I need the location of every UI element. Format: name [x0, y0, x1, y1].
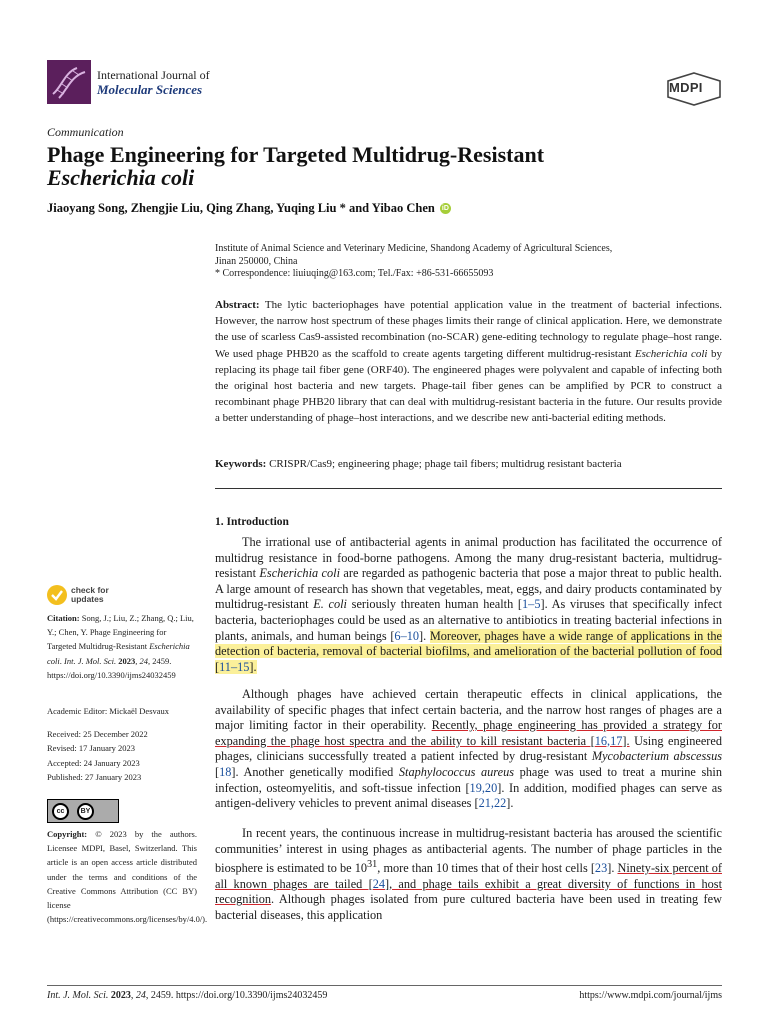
p1-text: are regarded as pathogenic bacteria that pose a major threat to public health. A large amount of research has shown that vegetables, meat, eggs, and dairy products contaminated by multidrug-resistant [215, 566, 723, 612]
p3-text: , more than 10 times that of their host cells [ [377, 861, 595, 876]
check-for-updates-label [71, 586, 109, 604]
keywords [215, 456, 722, 472]
p3-text: ]. [607, 861, 618, 876]
exponent: 31 [367, 859, 378, 871]
check-line1: check for [71, 585, 109, 595]
journal-name-line1: International Journal of [97, 68, 210, 82]
footer-year: 2023 [110, 990, 131, 1001]
abstract [215, 297, 722, 427]
footer-divider [47, 985, 722, 986]
citation-block [47, 611, 197, 682]
p2-italic: Staphylococcus aureus [398, 764, 515, 779]
p1-text: The irrational use of antibacterial agents in animal production has facilitated the occurrence of multidrug resistance in food-borne pathogens. Among the many drug-resistant bacteria, multidrug-resistant [215, 535, 722, 581]
affiliation-line1: Institute of Animal Science and Veterinary Medicine, Shandong Academy of Agricultural Sciences, [215, 243, 613, 254]
journal-name-line2: Molecular Sciences [97, 82, 203, 97]
orcid-icon[interactable]: iD [441, 205, 449, 212]
citation-volume: 24 [139, 655, 149, 666]
reference-link[interactable]: 23 [594, 861, 608, 876]
check-for-updates-icon [47, 585, 67, 605]
correspondence-line: * Correspondence: liuiuqing@163.com; Tel./Fax: +86-531-66655093 [215, 268, 494, 279]
citation-label: Citation: [47, 613, 80, 623]
copyright-text: © 2023 by the authors. Licensee MDPI, Basel, Switzerland. This article is an open access article distributed under the terms and conditions of the Creative Commons Attribution (CC BY) license (https://creativecommons.org/licenses/by/4.0/). [47, 829, 208, 925]
p2-text: Using engineered phages, clinicians successfully treated a patient infected by drug-resistant [215, 733, 722, 764]
reference-link[interactable]: 21,22 [478, 796, 507, 811]
keywords-text: CRISPR/Cas9; engineering phage; phage tail fibers; multidrug resistant bacteria [266, 458, 622, 470]
author-list [47, 201, 451, 216]
intro-paragraph-3 [215, 826, 722, 924]
check-line2: updates [71, 594, 104, 604]
p2-text: ]. [506, 796, 514, 811]
underline-content: Ninety-six percent of all known phages are tailed [ [215, 861, 722, 891]
reference-link[interactable]: 11–15 [219, 659, 250, 674]
p2-text: [ [215, 764, 220, 779]
section-divider [215, 488, 722, 489]
cc-icon: cc [52, 803, 69, 820]
underline-content: Recently, phage engineering has provided a strategy for expanding the phage host spectra and the ability to kill resistant bacteria [ [215, 718, 722, 748]
citation-text: , [135, 655, 140, 666]
reference-link[interactable]: 6–10 [394, 628, 420, 643]
reference-link[interactable]: 19,20 [469, 780, 498, 795]
citation-text: Song, J.; Liu, Z.; Zhang, Q.; Liu, Y.; Chen, Y. Phage Engineering for Targeted Multidrug-Resistant [47, 613, 194, 652]
article-title-line1: Phage Engineering for Targeted Multidrug-Resistant [47, 142, 545, 167]
footer-volume: 24 [135, 990, 146, 1001]
date-received: Received: 25 December 2022 [47, 729, 148, 739]
p1-italic: E. coli [313, 597, 347, 612]
date-published: Published: 27 January 2023 [47, 772, 142, 782]
p2-text: phage was used to treat a murine shin infection, osteomyelitis, and soft-tissue infection [ [215, 764, 722, 795]
abstract-text-cont: by replacing its phage tail fiber gene (ORF40). The engineered phages were polyvalent and capable of infecting both the original host bacteria and new targets. Phage-tail fiber genes can be amplified by PCR to construct a recombinant phage PHB20 library that can deal with multidrug-resistant bacteria in the future. Our results provide a better understanding of phage–host interactions, and we describe new anti-bacterial editing methods. [215, 347, 722, 425]
footer-doi[interactable]: , 2459. https://doi.org/10.3390/ijms24032459 [145, 990, 328, 1001]
highlight-content: Moreover, phages have a wide range of applications in the detection of bacteria, removal of bacterial biofilms, and amelioration of the bacterial pollution of food [ [215, 628, 722, 674]
copyright-label: Copyright: [47, 829, 88, 839]
article-type: Communication [47, 125, 124, 139]
p2-italic: Mycobacterium abscessus [591, 749, 722, 764]
citation-text: . [59, 655, 64, 666]
footer-journal: Int. J. Mol. Sci. [47, 990, 109, 1001]
abstract-italic: Escherichia coli [634, 347, 708, 360]
authors-text: Jiaoyang Song, Zhengjie Liu, Qing Zhang, Yuqing Liu * and Yibao Chen [47, 201, 435, 215]
date-revised: Revised: 17 January 2023 [47, 743, 136, 753]
underline-end: ], and phage tails exhibit a great diversity of functions in host recognition [215, 876, 723, 907]
abstract-label: Abstract: [215, 299, 260, 311]
date-accepted: Accepted: 24 January 2023 [47, 758, 140, 768]
p1-italic: Escherichia coli [259, 566, 340, 581]
cc-by-license-icon[interactable] [47, 799, 119, 823]
section-heading: 1. Introduction [215, 516, 289, 528]
footer-journal-url[interactable]: https://www.mdpi.com/journal/ijms [579, 990, 722, 1001]
p3-text: In recent years, the continuous increase in multidrug-resistant bacteria has aroused the scientific communities’ interest in using phages as antibacterial agents. The number of phage particles in the biosphere is estimated to be 10 [215, 826, 722, 876]
reference-link[interactable]: 18 [219, 764, 232, 779]
keywords-label: Keywords: [215, 458, 267, 470]
p3-text: . Although phages isolated from pure cultured bacteria have been used in treating few bacterial diseases, this application [215, 892, 722, 923]
intro-paragraph-2 [215, 687, 722, 812]
publisher-name: MDPI [669, 80, 703, 95]
footer-citation: Int. J. Mol. Sci. 2023, 24, 2459. https://doi.org/10.3390/ijms24032459 [47, 990, 328, 1001]
academic-editor: Academic Editor: Mickaël Desvaux [47, 706, 170, 716]
reference-link[interactable]: 16,17 [594, 733, 623, 748]
citation-year: 2023 [116, 655, 136, 666]
article-title-line2: Escherichia coli [47, 165, 195, 190]
p1-text: seriously threaten human health [ [346, 597, 523, 612]
highlight-end: ]. [249, 659, 257, 674]
citation-journal: Int. J. Mol. Sci. [64, 655, 117, 666]
p1-text: ]. As viruses that specifically infect bacteria, bacteriophages could be used as an alternative to antibiotics in treating bacterial infections in plants, animals, and human beings [ [215, 597, 722, 643]
p2-text: ]. In addition, modified phages can serve as antigen-delivery vehicles to prevent animal diseases [ [215, 780, 722, 811]
underline-end: ]. [622, 733, 630, 748]
p2-text: Although phages have achieved certain therapeutic effects in clinical applications, the availability of specific phages that infect certain bacteria, and the narrow host ranges of phages are a major limiting factor in their operability. [215, 687, 722, 733]
p2-text: ]. Another genetically modified [231, 764, 399, 779]
p1-text: ]. [419, 628, 430, 643]
affiliation-line2: Jinan 250000, China [215, 256, 298, 267]
check-for-updates-button[interactable] [47, 585, 109, 605]
reference-link[interactable]: 24 [372, 876, 385, 891]
attribution-icon: BY [77, 803, 94, 820]
copyright-block [47, 827, 208, 926]
citation-doi[interactable]: , 2459. https://doi.org/10.3390/ijms24032459 [47, 655, 176, 680]
intro-paragraph-1 [215, 535, 722, 675]
reference-link[interactable]: 1–5 [522, 597, 541, 612]
abstract-text: The lytic bacteriophages have potential application value in the treatment of bacterial infections. However, the narrow host spectrum of these phages limits their range of clinical application. Here, we demonstrate the use of scarless Cas9-assisted recombination (no-SCAR) gene-editing technology to regulate phage–host range. We used phage PHB20 as the scaffold to create agents targeting different multidrug-resistant [215, 299, 722, 360]
citation-italic: Escherichia coli [47, 641, 190, 666]
journal-logo-icon [47, 60, 91, 104]
